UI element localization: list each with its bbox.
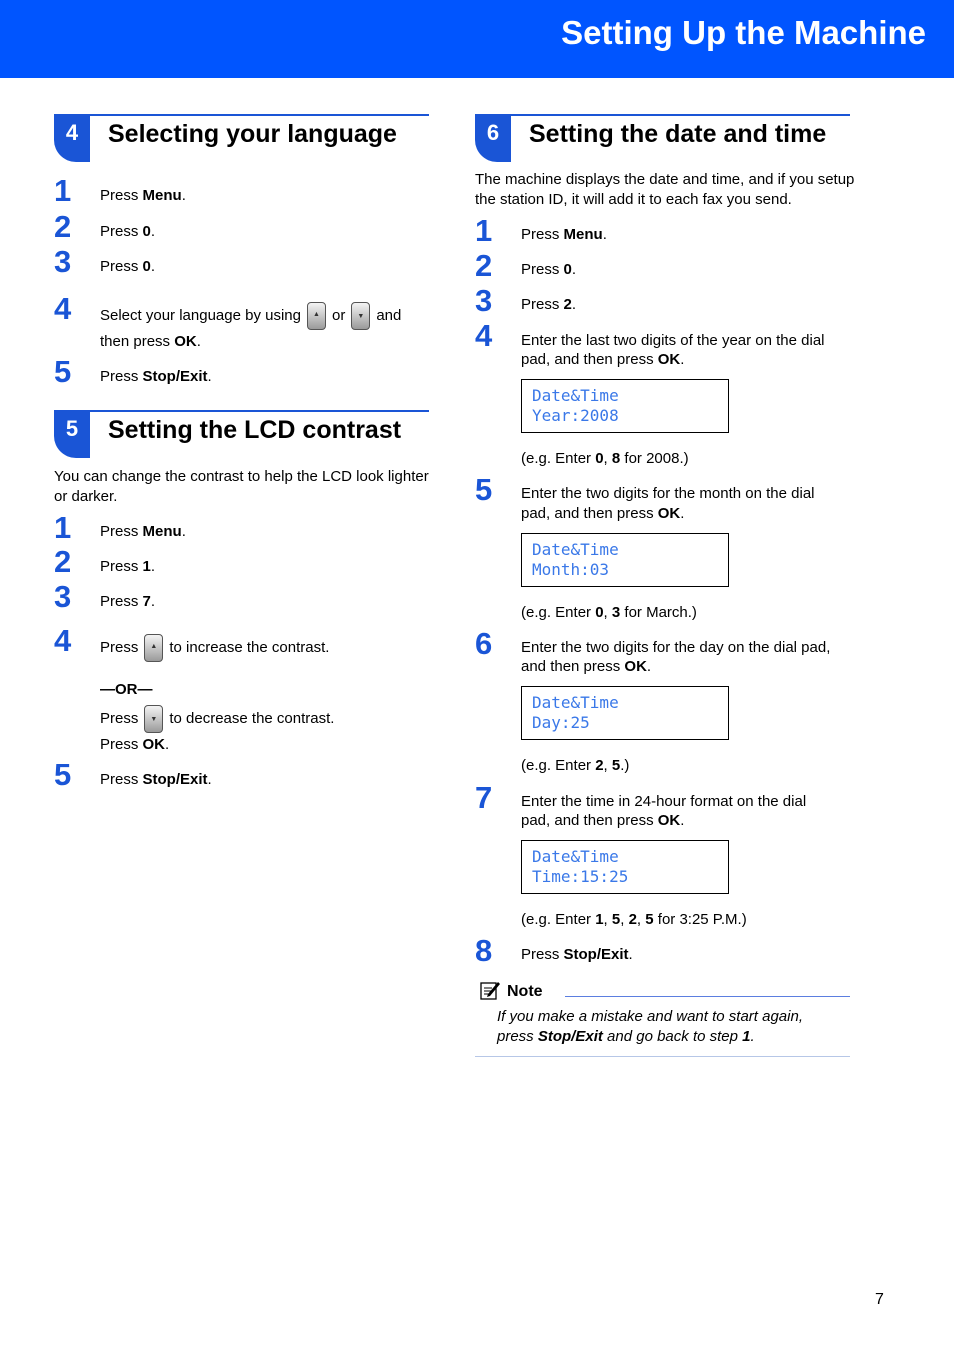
page-number: 7 (875, 1291, 884, 1308)
note-divider (565, 996, 850, 997)
step-number: 3 (54, 579, 72, 614)
example-text: (e.g. Enter 2, 5.) (521, 757, 630, 774)
lcd-line: Date&Time (532, 386, 619, 405)
lcd-display (521, 379, 729, 433)
section-header (54, 114, 429, 164)
step-text: Enter the two digits for the month on the dial (521, 485, 815, 502)
example-text: (e.g. Enter 0, 8 for 2008.) (521, 450, 689, 467)
step-number: 4 (475, 318, 493, 353)
step-text: Press 0. (100, 223, 156, 240)
step-text: Enter the time in 24-hour format on the dial (521, 793, 807, 810)
section-date-time (475, 114, 855, 974)
step-text: Press 0. (521, 261, 577, 278)
step-text: and then press OK. (521, 658, 652, 675)
step-number: 2 (54, 544, 72, 579)
lcd-line: Month:03 (532, 560, 610, 579)
step-text: pad, and then press OK. (521, 351, 685, 368)
step-number: 4 (54, 291, 72, 326)
step-text: Press Menu. (521, 226, 607, 243)
section-number: 4 (54, 116, 90, 162)
step-text: —OR— (100, 681, 153, 698)
lcd-line: Year:2008 (532, 406, 619, 425)
note-text: If you make a mistake and want to start again, press Stop/Exit and go back to step 1. (497, 1008, 803, 1045)
step-number: 7 (475, 780, 493, 815)
step-text: Press Menu. (100, 187, 186, 204)
lcd-line: Time:15:25 (532, 867, 629, 886)
step-text: Press Stop/Exit. (100, 368, 212, 385)
step-number: 5 (54, 757, 72, 792)
section-number: 5 (54, 412, 90, 458)
step-text: Press OK. (100, 736, 170, 753)
page-header-title: Setting Up the Machine (561, 14, 926, 51)
section-lcd-contrast (54, 410, 429, 800)
lcd-line: Date&Time (532, 847, 619, 866)
step-number: 3 (475, 283, 493, 318)
step-number: 8 (475, 933, 493, 968)
note-box (475, 977, 850, 1057)
step-number: 5 (475, 472, 493, 507)
lcd-line: Date&Time (532, 540, 619, 559)
lcd-line: Date&Time (532, 693, 619, 712)
step-text: Enter the last two digits of the year on the dial (521, 332, 825, 349)
step-number: 1 (54, 510, 72, 545)
lcd-display (521, 533, 729, 587)
step-number: 5 (54, 354, 72, 389)
section-header (54, 410, 429, 460)
section-intro: You can change the contrast to help the LCD look lighter or darker. (54, 468, 429, 505)
step-text: Press 2. (521, 296, 577, 313)
section-title: Setting the date and time (529, 120, 827, 148)
step-text: then press OK. (100, 333, 201, 350)
step-text: Press Menu. (100, 523, 186, 540)
step-number: 1 (475, 213, 493, 248)
section-header (475, 114, 850, 164)
section-selecting-language (54, 114, 429, 394)
section-intro: The machine displays the date and time, and if you setup the station ID, it will add it to each fax you send. (475, 171, 855, 208)
step-text: Press 1. (100, 558, 156, 575)
header-banner (0, 0, 954, 78)
up-arrow-key-icon (307, 302, 326, 330)
step-text: Enter the two digits for the day on the dial pad, (521, 639, 831, 656)
step-text: pad, and then press OK. (521, 505, 685, 522)
step-text: Press 0. (100, 258, 156, 275)
step-text: Press Stop/Exit. (521, 946, 633, 963)
step-number: 4 (54, 623, 72, 658)
example-text: (e.g. Enter 1, 5, 2, 5 for 3:25 P.M.) (521, 911, 747, 928)
step-number: 1 (54, 173, 72, 208)
lcd-display (521, 686, 729, 740)
section-title: Setting the LCD contrast (108, 416, 402, 444)
lcd-line: Day:25 (532, 713, 590, 732)
step-text: pad, and then press OK. (521, 812, 685, 829)
step-number: 2 (475, 248, 493, 283)
step-number: 3 (54, 244, 72, 279)
step-number: 2 (54, 209, 72, 244)
example-text: (e.g. Enter 0, 3 for March.) (521, 604, 697, 621)
up-arrow-key-icon (144, 634, 163, 662)
step-text: Press Stop/Exit. (100, 771, 212, 788)
section-title: Selecting your language (108, 120, 397, 148)
down-arrow-key-icon (351, 302, 370, 330)
note-title: Note (507, 983, 543, 1000)
step-text: Press▼ to decrease the contrast. (100, 705, 334, 733)
step-text: Press▲ to increase the contrast. (100, 634, 329, 662)
section-number: 6 (475, 116, 511, 162)
note-pencil-icon (479, 979, 501, 1001)
down-arrow-key-icon (144, 705, 163, 733)
lcd-display (521, 840, 729, 894)
step-number: 6 (475, 626, 493, 661)
step-text: Select your language by using▲ or▼ and (100, 302, 401, 330)
step-text: Press 7. (100, 593, 156, 610)
